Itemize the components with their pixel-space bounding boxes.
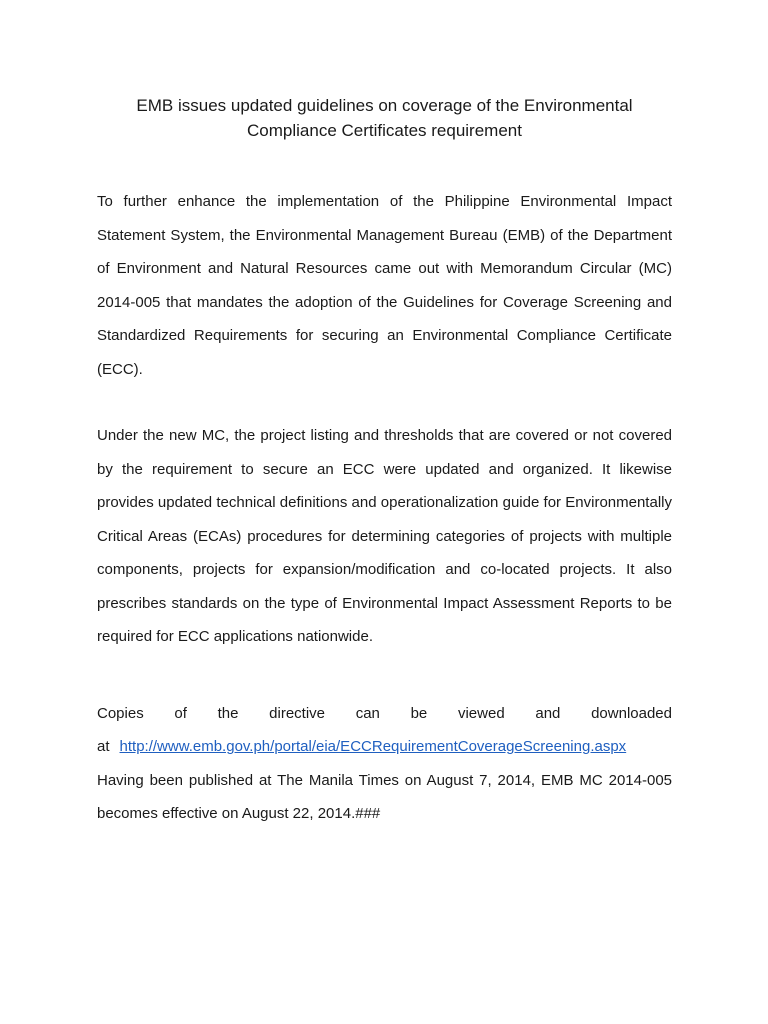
paragraph-3-rest: Having been published at The Manila Times on August 7, 2014, EMB MC 2014-005 becomes effective on August 22, 2014.###	[97, 771, 672, 822]
title-line-1: EMB issues updated guidelines on coverage of the Environmental	[136, 96, 633, 115]
document-title	[97, 94, 672, 143]
ecc-guidelines-link[interactable]: http://www.emb.gov.ph/portal/eia/ECCRequirementCoverageScreening.aspx	[119, 738, 627, 755]
title-line-2: Compliance Certificates requirement	[247, 120, 522, 140]
paragraph-1: To further enhance the implementation of the Philippine Environmental Impact Statement System, the Environmental Management Bureau (EMB) of the Department of Environment and Natural Resources came out with Memorandum Circular (MC) 2014-005 that mandates the adoption of the Guidelines for Coverage Screening and Standardized Requirements for securing an Environmental Compliance Certificate (ECC).	[97, 193, 672, 378]
paragraph-2: Under the new MC, the project listing and thresholds that are covered or not covered by the requirement to secure an ECC were updated and organized. It likewise provides updated technical definitions and operationalization guide for Environmentally Critical Areas (ECAs) procedures for determining categories of projects with multiple components, projects for expansion/modification and co-located projects. It also prescribes standards on the type of Environmental Impact Assessment Reports to be required for ECC applications nationwide.	[97, 427, 672, 645]
paragraph-3	[97, 697, 672, 831]
paragraph-3-at: at	[97, 738, 110, 755]
paragraph-3-intro: Copies of the directive can be viewed and downloaded	[97, 704, 672, 722]
document-page	[97, 94, 672, 831]
